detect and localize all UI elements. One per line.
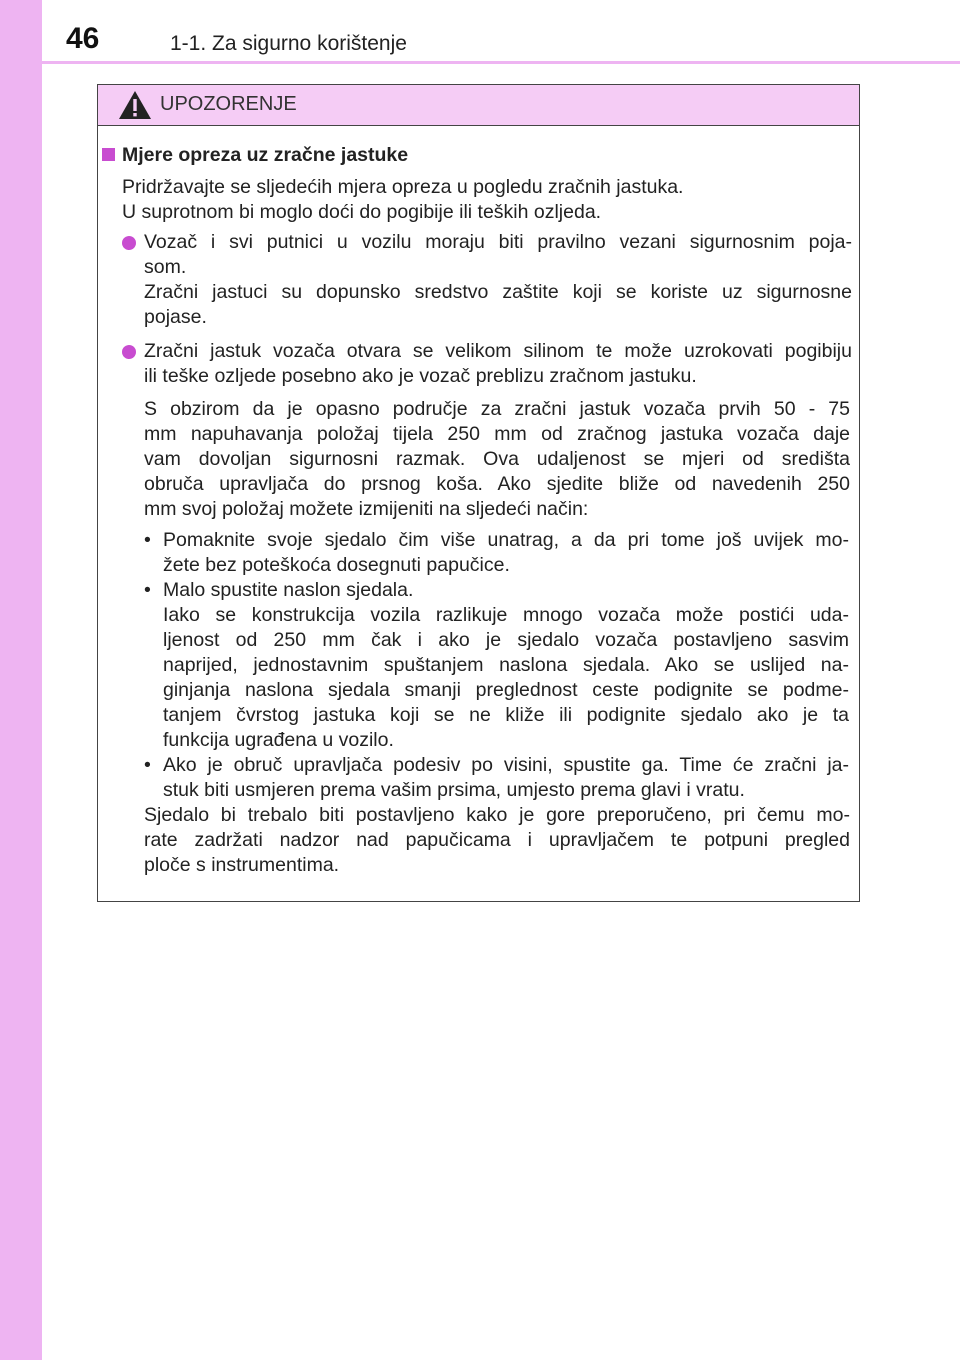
text-line: žete bez poteškoća dosegnuti papučice.	[163, 554, 510, 576]
warning-triangle-icon	[118, 90, 152, 120]
warning-heading-text: Mjere opreza uz zračne jastuke	[122, 144, 409, 166]
text-line: S obzirom da je opasno područje za zračni jastuk vozača prvih 50 - 75	[144, 398, 850, 420]
bullet-mark: •	[144, 754, 151, 776]
text-line: tanjem čvrstog jastuka koji se ne kliže ili podignite sjedalo ako je ta	[163, 704, 849, 726]
text-line: obruča upravljača do prsnog koša. Ako sjedite bliže od navedenih 250	[144, 473, 850, 495]
warning-label: UPOZORENJE	[160, 93, 297, 115]
bullet-item	[163, 753, 849, 803]
text-line: Zračni jastuk vozača otvara se velikom silinom te može uzrokovati pogibiju	[144, 340, 852, 362]
intro-paragraph	[122, 175, 842, 225]
text-line: stuk biti usmjeren prema vašim prsima, umjesto prema glavi i vratu.	[163, 779, 745, 801]
text-line: pojase.	[144, 306, 207, 328]
closing-paragraph	[144, 803, 850, 878]
page-header	[42, 0, 960, 66]
bullet-mark: •	[144, 579, 151, 601]
round-bullet-icon	[122, 236, 136, 250]
text-line: Zračni jastuci su dopunsko sredstvo zaštite koji se koriste uz sigurnosne	[144, 281, 852, 303]
text-line: U suprotnom bi moglo doći do pogibije ili teških ozljeda.	[122, 201, 602, 223]
bullet-mark: •	[144, 529, 151, 551]
bullet-item	[163, 528, 849, 578]
side-color-strip	[0, 0, 42, 1360]
text-line: Vozač i svi putnici u vozilu moraju biti pravilno vezani sigurnosnim poja-	[144, 231, 852, 253]
list-item	[144, 339, 852, 389]
text-line: Pridržavajte se sljedećih mjera opreza u pogledu zračnih jastuka.	[122, 176, 684, 198]
round-bullet-icon	[122, 345, 136, 359]
header-rule	[42, 61, 960, 64]
warning-heading	[102, 143, 408, 168]
explanation-paragraph	[144, 397, 850, 522]
text-line: mm napuhavanja položaj tijela 250 mm od zračnog jastuka vozača daje	[144, 423, 850, 445]
text-line: naprijed, jednostavnim spuštanjem naslona sjedala. Ako se uslijed na-	[163, 654, 849, 676]
section-title: 1-1. Za sigurno korištenje	[170, 32, 407, 55]
text-line: ljenost od 250 mm čak i ako je sjedalo vozača postavljeno sasvim	[163, 629, 849, 651]
text-line: ginjanja naslona sjedala smanji preglednost ceste podignite se podme-	[163, 679, 849, 701]
list-item	[144, 230, 852, 330]
text-line: ili teške ozljede posebno ako je vozač preblizu zračnom jastuku.	[144, 365, 697, 387]
text-line: vam dovoljan sigurnosni razmak. Ova udaljenost se mjeri od središta	[144, 448, 850, 470]
text-line: funkcija ugrađena u vozilo.	[163, 729, 394, 751]
warning-box	[97, 84, 860, 902]
text-line: rate zadržati nadzor nad papučicama i upravljačem te potpuni pregled	[144, 829, 850, 851]
text-line: Ako je obruč upravljača podesiv po visini, spustite ga. Time će zračni ja-	[163, 754, 849, 776]
text-line: som.	[144, 256, 187, 278]
text-line: Pomaknite svoje sjedalo čim više unatrag, a da pri tome još uvijek mo-	[163, 529, 849, 551]
square-bullet-icon	[102, 148, 115, 161]
text-line: Malo spustite naslon sjedala.	[163, 579, 414, 601]
text-line: mm svoj položaj možete izmijeniti na sljedeći način:	[144, 498, 589, 520]
warning-header	[98, 85, 859, 126]
text-line: Sjedalo bi trebalo biti postavljeno kako je gore preporučeno, pri čemu mo-	[144, 804, 850, 826]
text-line: ploče s instrumentima.	[144, 854, 340, 876]
text-line: Iako se konstrukcija vozila razlikuje mnogo vozača može postići uda-	[163, 604, 849, 626]
page-number: 46	[66, 22, 100, 55]
bullet-item	[163, 578, 849, 753]
